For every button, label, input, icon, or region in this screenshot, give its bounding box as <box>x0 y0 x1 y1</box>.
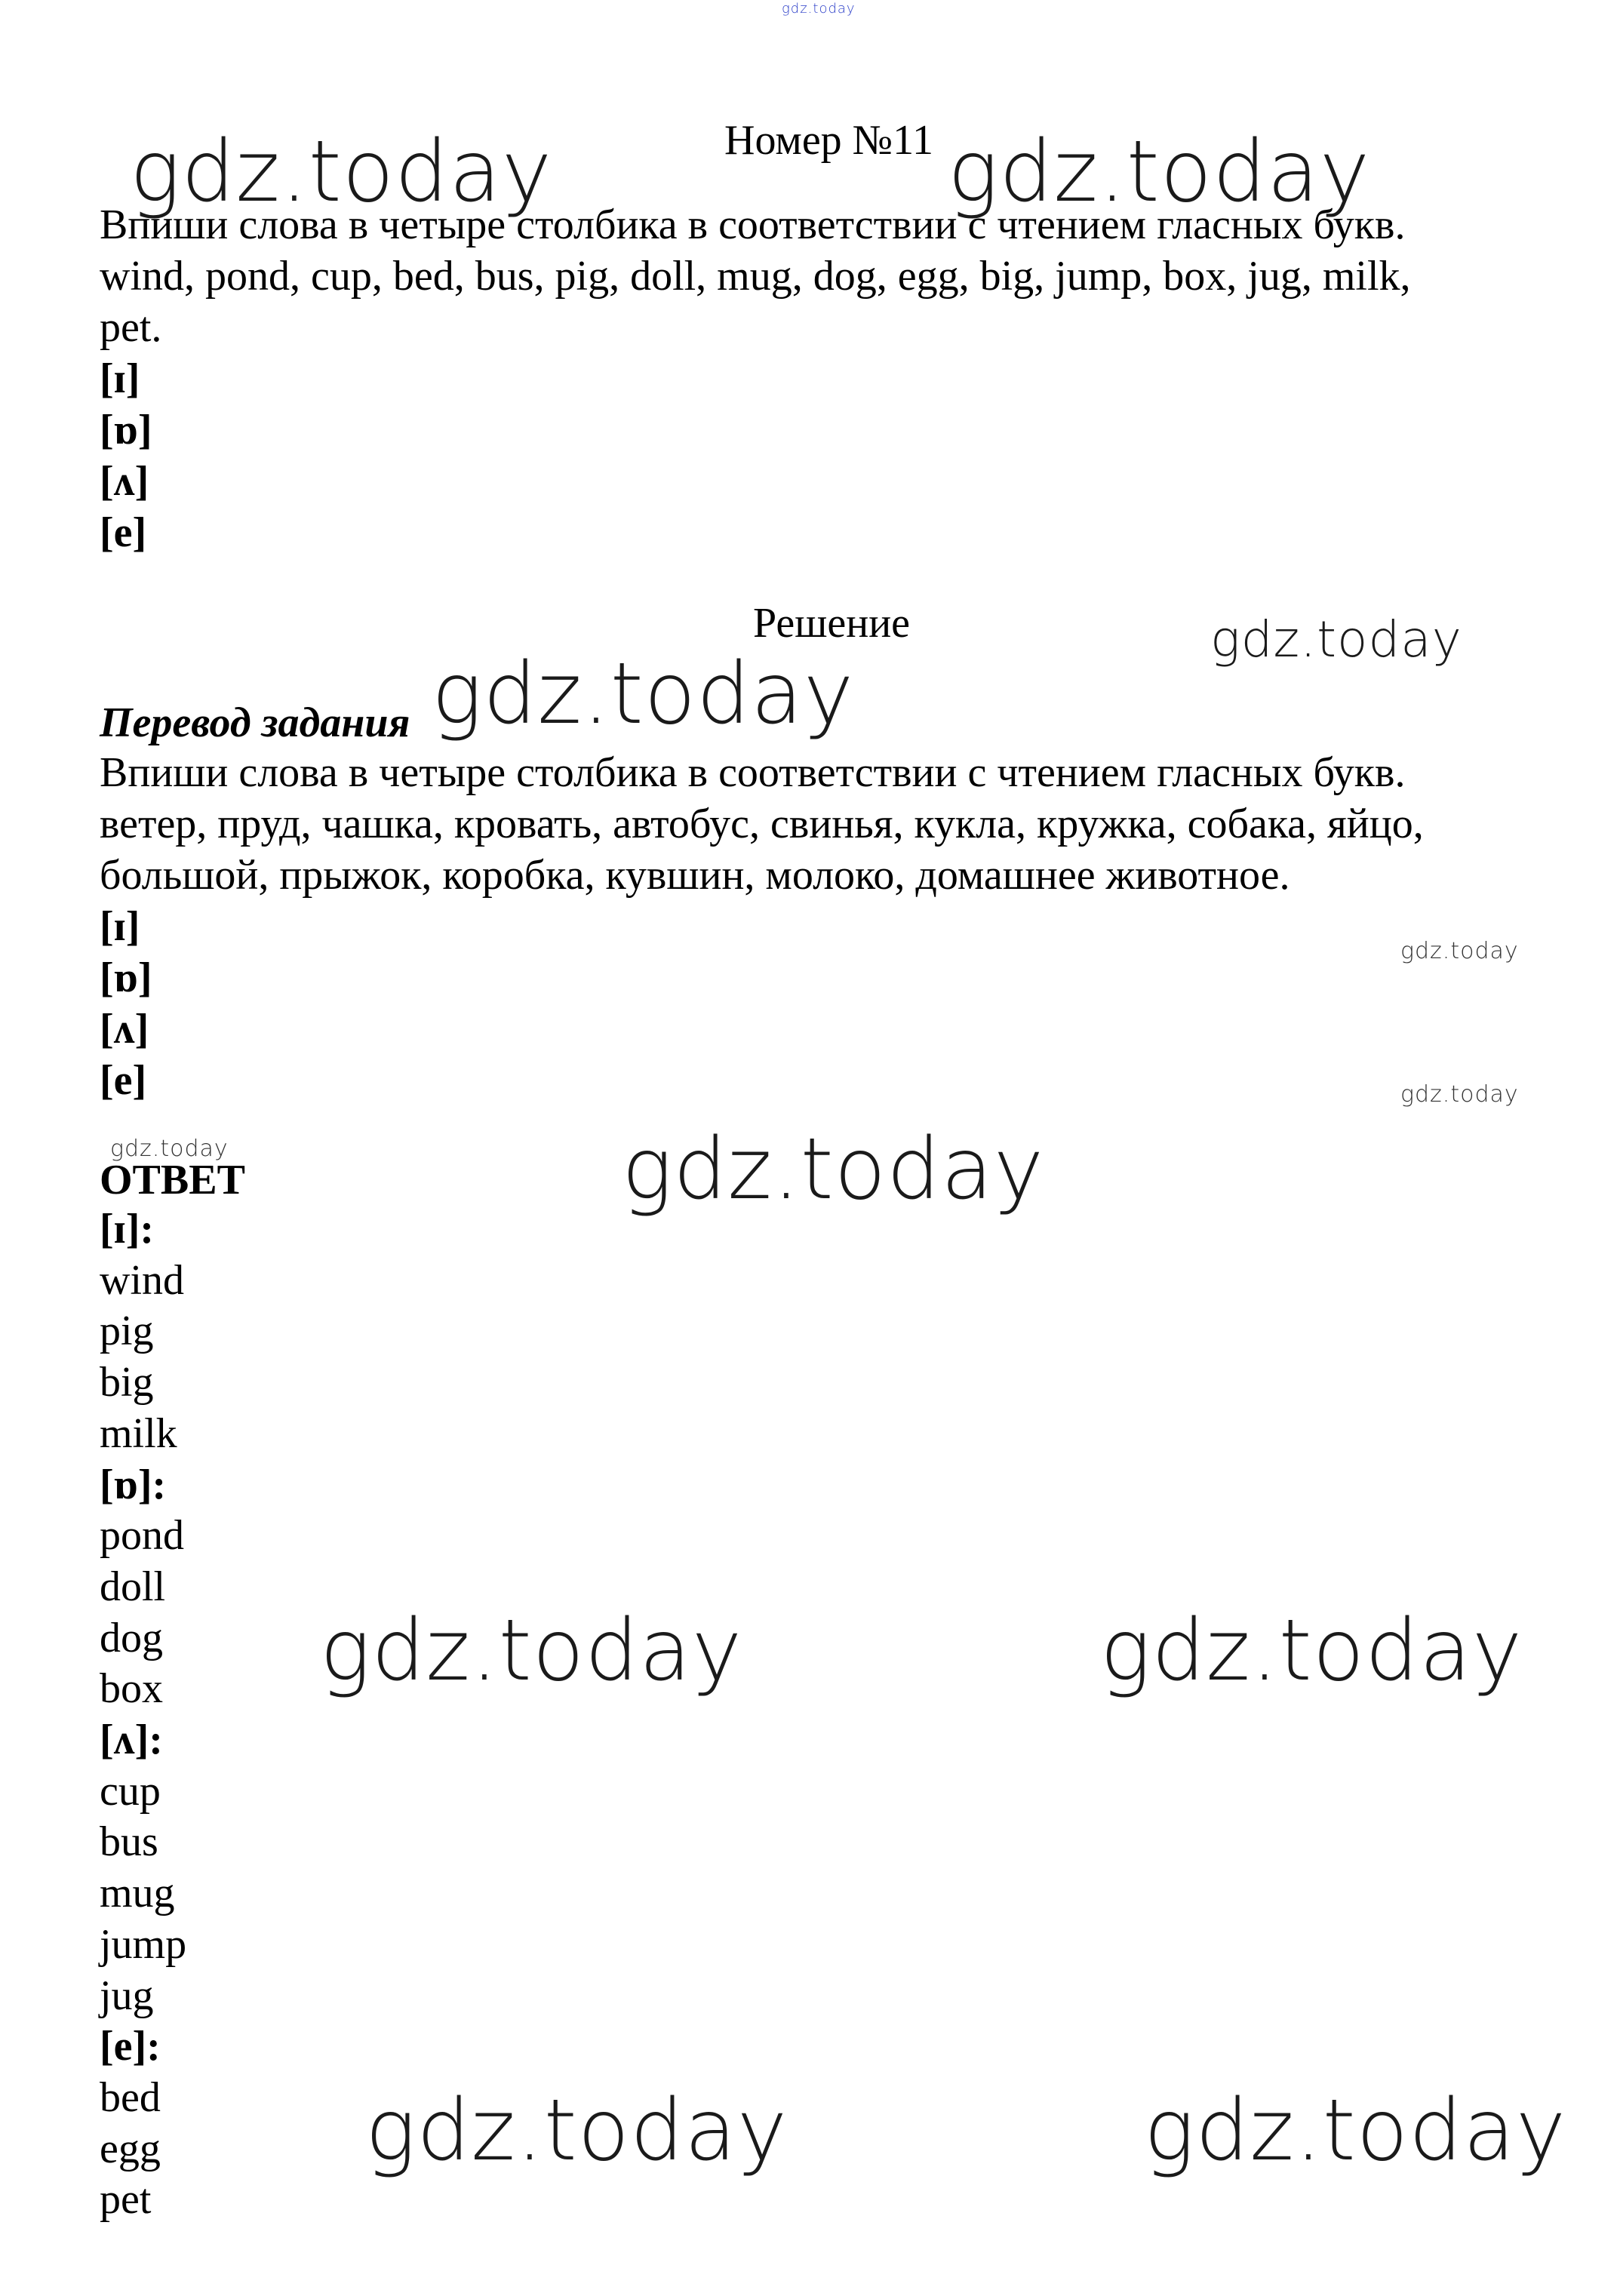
answer-heading: ОТВЕТ <box>100 1157 245 1203</box>
answer-sound-label: [ʌ]: <box>100 1717 163 1764</box>
watermark: gdz.today <box>432 645 855 743</box>
answer-word: jump <box>100 1920 187 1968</box>
answer-word: cup <box>100 1767 161 1815</box>
task-words-line-1: wind, pond, cup, bed, bus, pig, doll, mug, dog, egg, big, jump, box, jug, milk, <box>100 253 1411 300</box>
answer-word: bus <box>100 1818 158 1866</box>
translation-sound-1: [ɪ] <box>100 903 140 950</box>
answer-word: jug <box>100 1972 154 2019</box>
translation-words-line-1: ветер, пруд, чашка, кровать, автобус, свинья, кукла, кружка, собака, яйцо, <box>100 801 1424 847</box>
task-sound-1: [ɪ] <box>100 355 140 402</box>
answer-sound-label: [ɒ]: <box>100 1461 167 1508</box>
answer-word: pig <box>100 1308 154 1355</box>
task-sound-4: [e] <box>100 509 147 556</box>
answer-word: milk <box>100 1409 177 1457</box>
watermark: gdz.today <box>1144 2082 1567 2180</box>
translation-sound-2: [ɒ] <box>100 954 152 1001</box>
watermark: gdz.today <box>1210 610 1462 669</box>
answer-word: box <box>100 1665 163 1713</box>
answer-sound-label: [ɪ]: <box>100 1206 155 1253</box>
task-words-line-2: pet. <box>100 304 162 351</box>
task-instruction: Впиши слова в четыре столбика в соответствии с чтением гласных букв. <box>100 201 1406 248</box>
answer-word: bed <box>100 2073 161 2121</box>
page-title: Номер №11 <box>724 117 934 164</box>
watermark: gdz.today <box>622 1120 1045 1219</box>
answer-word: egg <box>100 2125 161 2172</box>
answer-sound-label: [e]: <box>100 2023 161 2070</box>
answer-word: pond <box>100 1512 184 1560</box>
answer-word: pet <box>100 2176 152 2224</box>
watermark: gdz.today <box>365 2082 788 2180</box>
answer-word: dog <box>100 1614 163 1661</box>
answer-word: doll <box>100 1563 166 1610</box>
watermark: gdz.today <box>1400 938 1519 964</box>
solution-heading: Решение <box>753 600 911 647</box>
watermark: gdz.today <box>1400 1081 1519 1108</box>
watermark: gdz.today <box>320 1602 743 1700</box>
task-sound-3: [ʌ] <box>100 458 149 505</box>
answer-word: big <box>100 1359 154 1406</box>
translation-words-line-2: большой, прыжок, коробка, кувшин, молоко, домашнее животное. <box>100 852 1290 899</box>
watermark: gdz.today <box>1100 1602 1523 1700</box>
watermark: gdz.today <box>130 123 553 221</box>
translation-heading: Перевод задания <box>100 699 410 746</box>
watermark: gdz.today <box>948 123 1371 221</box>
translation-sound-4: [e] <box>100 1057 147 1104</box>
task-sound-2: [ɒ] <box>100 407 152 453</box>
answer-word: wind <box>100 1256 184 1304</box>
watermark: gdz.today <box>110 1136 229 1162</box>
watermark-top-tiny: gdz.today <box>782 1 856 17</box>
answer-word: mug <box>100 1870 175 1917</box>
translation-instruction: Впиши слова в четыре столбика в соответствии с чтением гласных букв. <box>100 749 1406 796</box>
translation-sound-3: [ʌ] <box>100 1006 149 1053</box>
answer-list <box>100 1204 186 2226</box>
